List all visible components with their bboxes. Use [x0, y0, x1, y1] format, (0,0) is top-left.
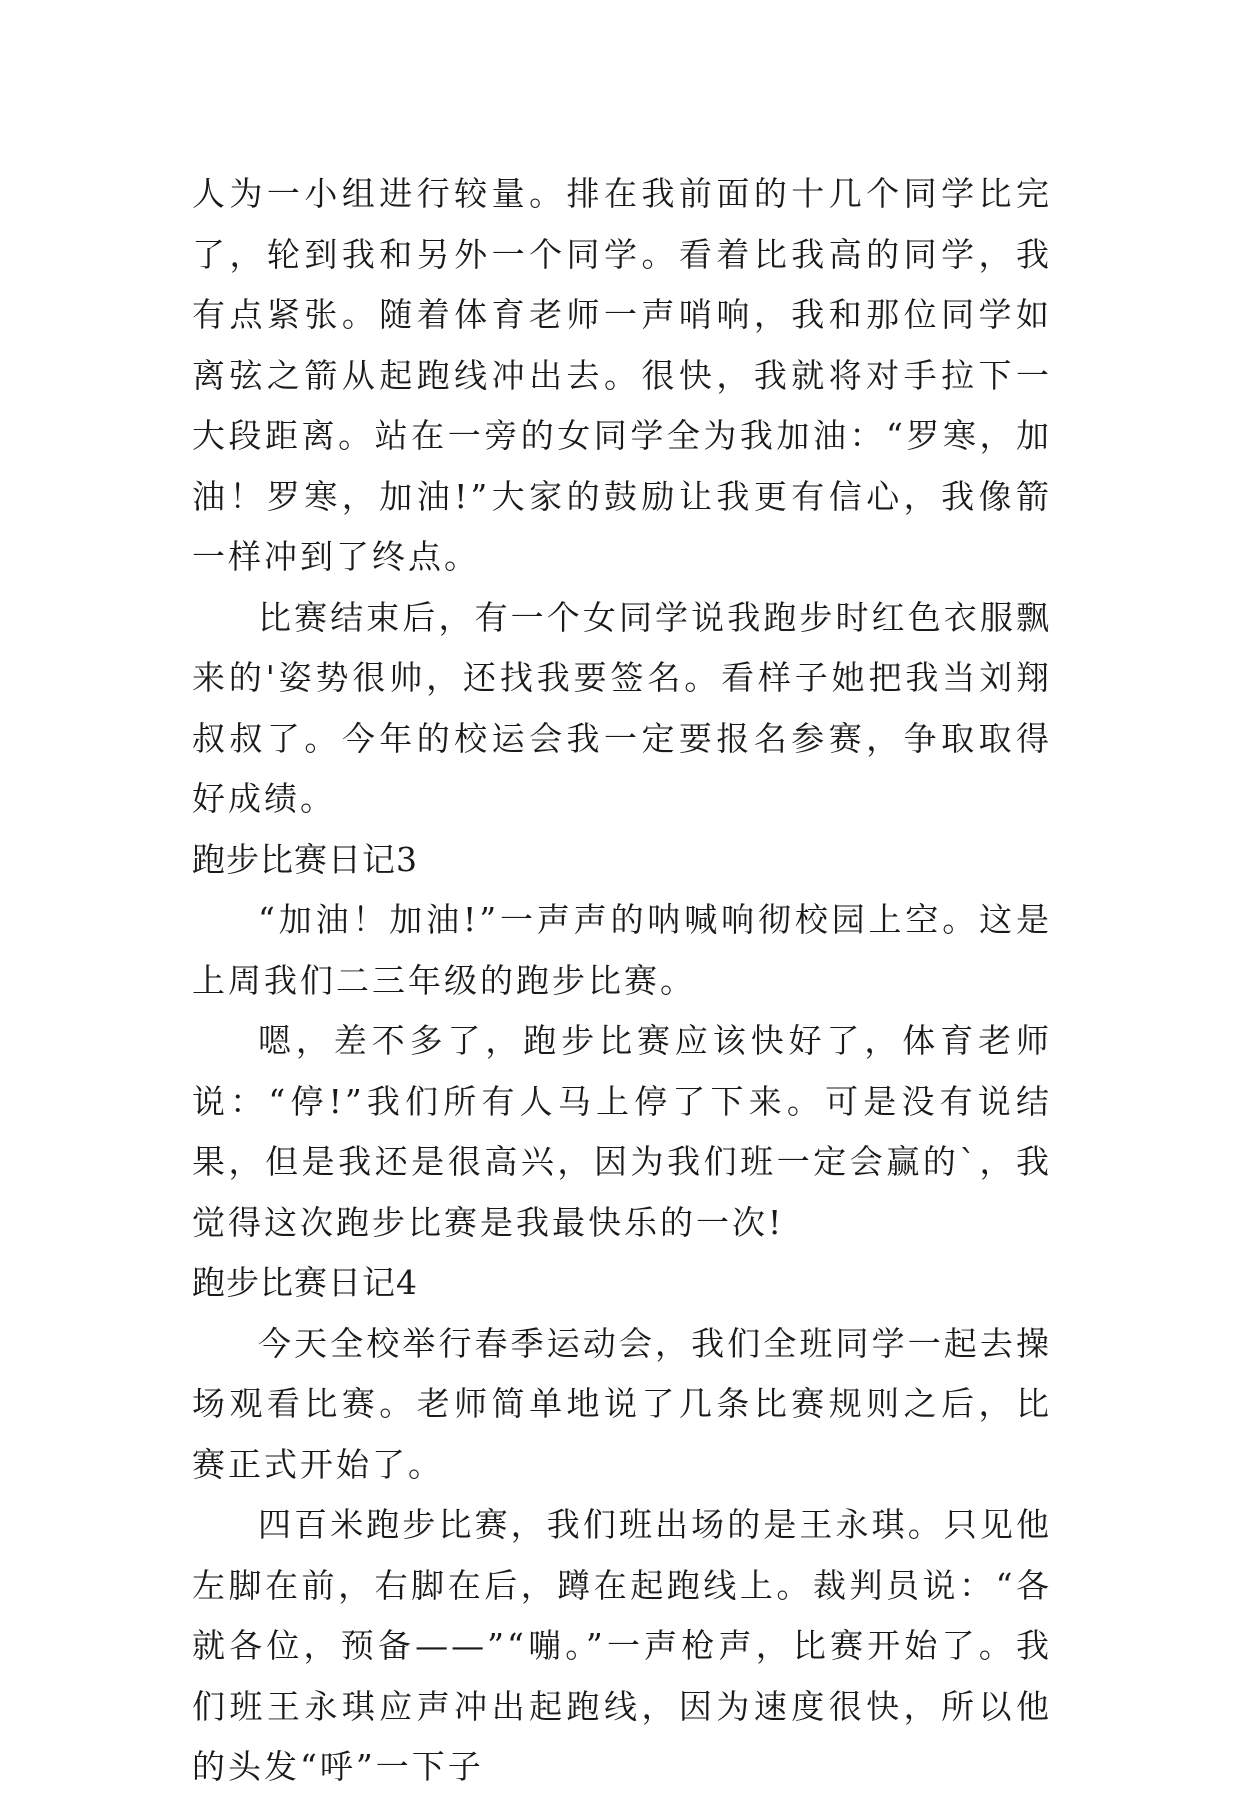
paragraph-2: 比赛结束后，有一个女同学说我跑步时红色衣服飘来的'姿势很帅，还找我要签名。看样子她把我当刘翔叔叔了。今年的校运会我一定要报名参赛，争取取得好成绩。: [192, 597, 1052, 818]
paragraph-4: 嗯，差不多了，跑步比赛应该快好了，体育老师说：“停!”我们所有人马上停了下来。可是没有说结果，但是我还是很高兴，因为我们班一定会赢的`，我觉得这次跑步比赛是我最快乐的一次!: [192, 1021, 1052, 1242]
section-heading-3: 跑步比赛日记3: [192, 839, 418, 879]
paragraph-6: 四百米跑步比赛，我们班出场的是王永琪。只见他左脚在前，右脚在后，蹲在起跑线上。裁判员说：“各就各位，预备——”“嘣。”一声枪声，比赛开始了。我们班王永琪应声冲出起跑线，因为速度很快，所以他的头发“呼”一下子: [192, 1505, 1052, 1786]
paragraph-1: 人为一小组进行较量。排在我前面的十几个同学比完了，轮到我和另外一个同学。看着比我高的同学，我有点紧张。随着体育老师一声哨响，我和那位同学如离弦之箭从起跑线冲出去。很快，我就将对手拉下一大段距离。站在一旁的女同学全为我加油：“罗寒，加油！罗寒，加油!”大家的鼓励让我更有信心，我像箭一样冲到了终点。: [192, 174, 1052, 576]
paragraph-5: 今天全校举行春季运动会，我们全班同学一起去操场观看比赛。老师简单地说了几条比赛规则之后，比赛正式开始了。: [192, 1323, 1052, 1484]
paragraph-3: “加油！加油!”一声声的呐喊响彻校园上空。这是上周我们二三年级的跑步比赛。: [192, 900, 1052, 1000]
section-heading-4: 跑步比赛日记4: [192, 1263, 418, 1302]
document-body: [192, 164, 1052, 1798]
